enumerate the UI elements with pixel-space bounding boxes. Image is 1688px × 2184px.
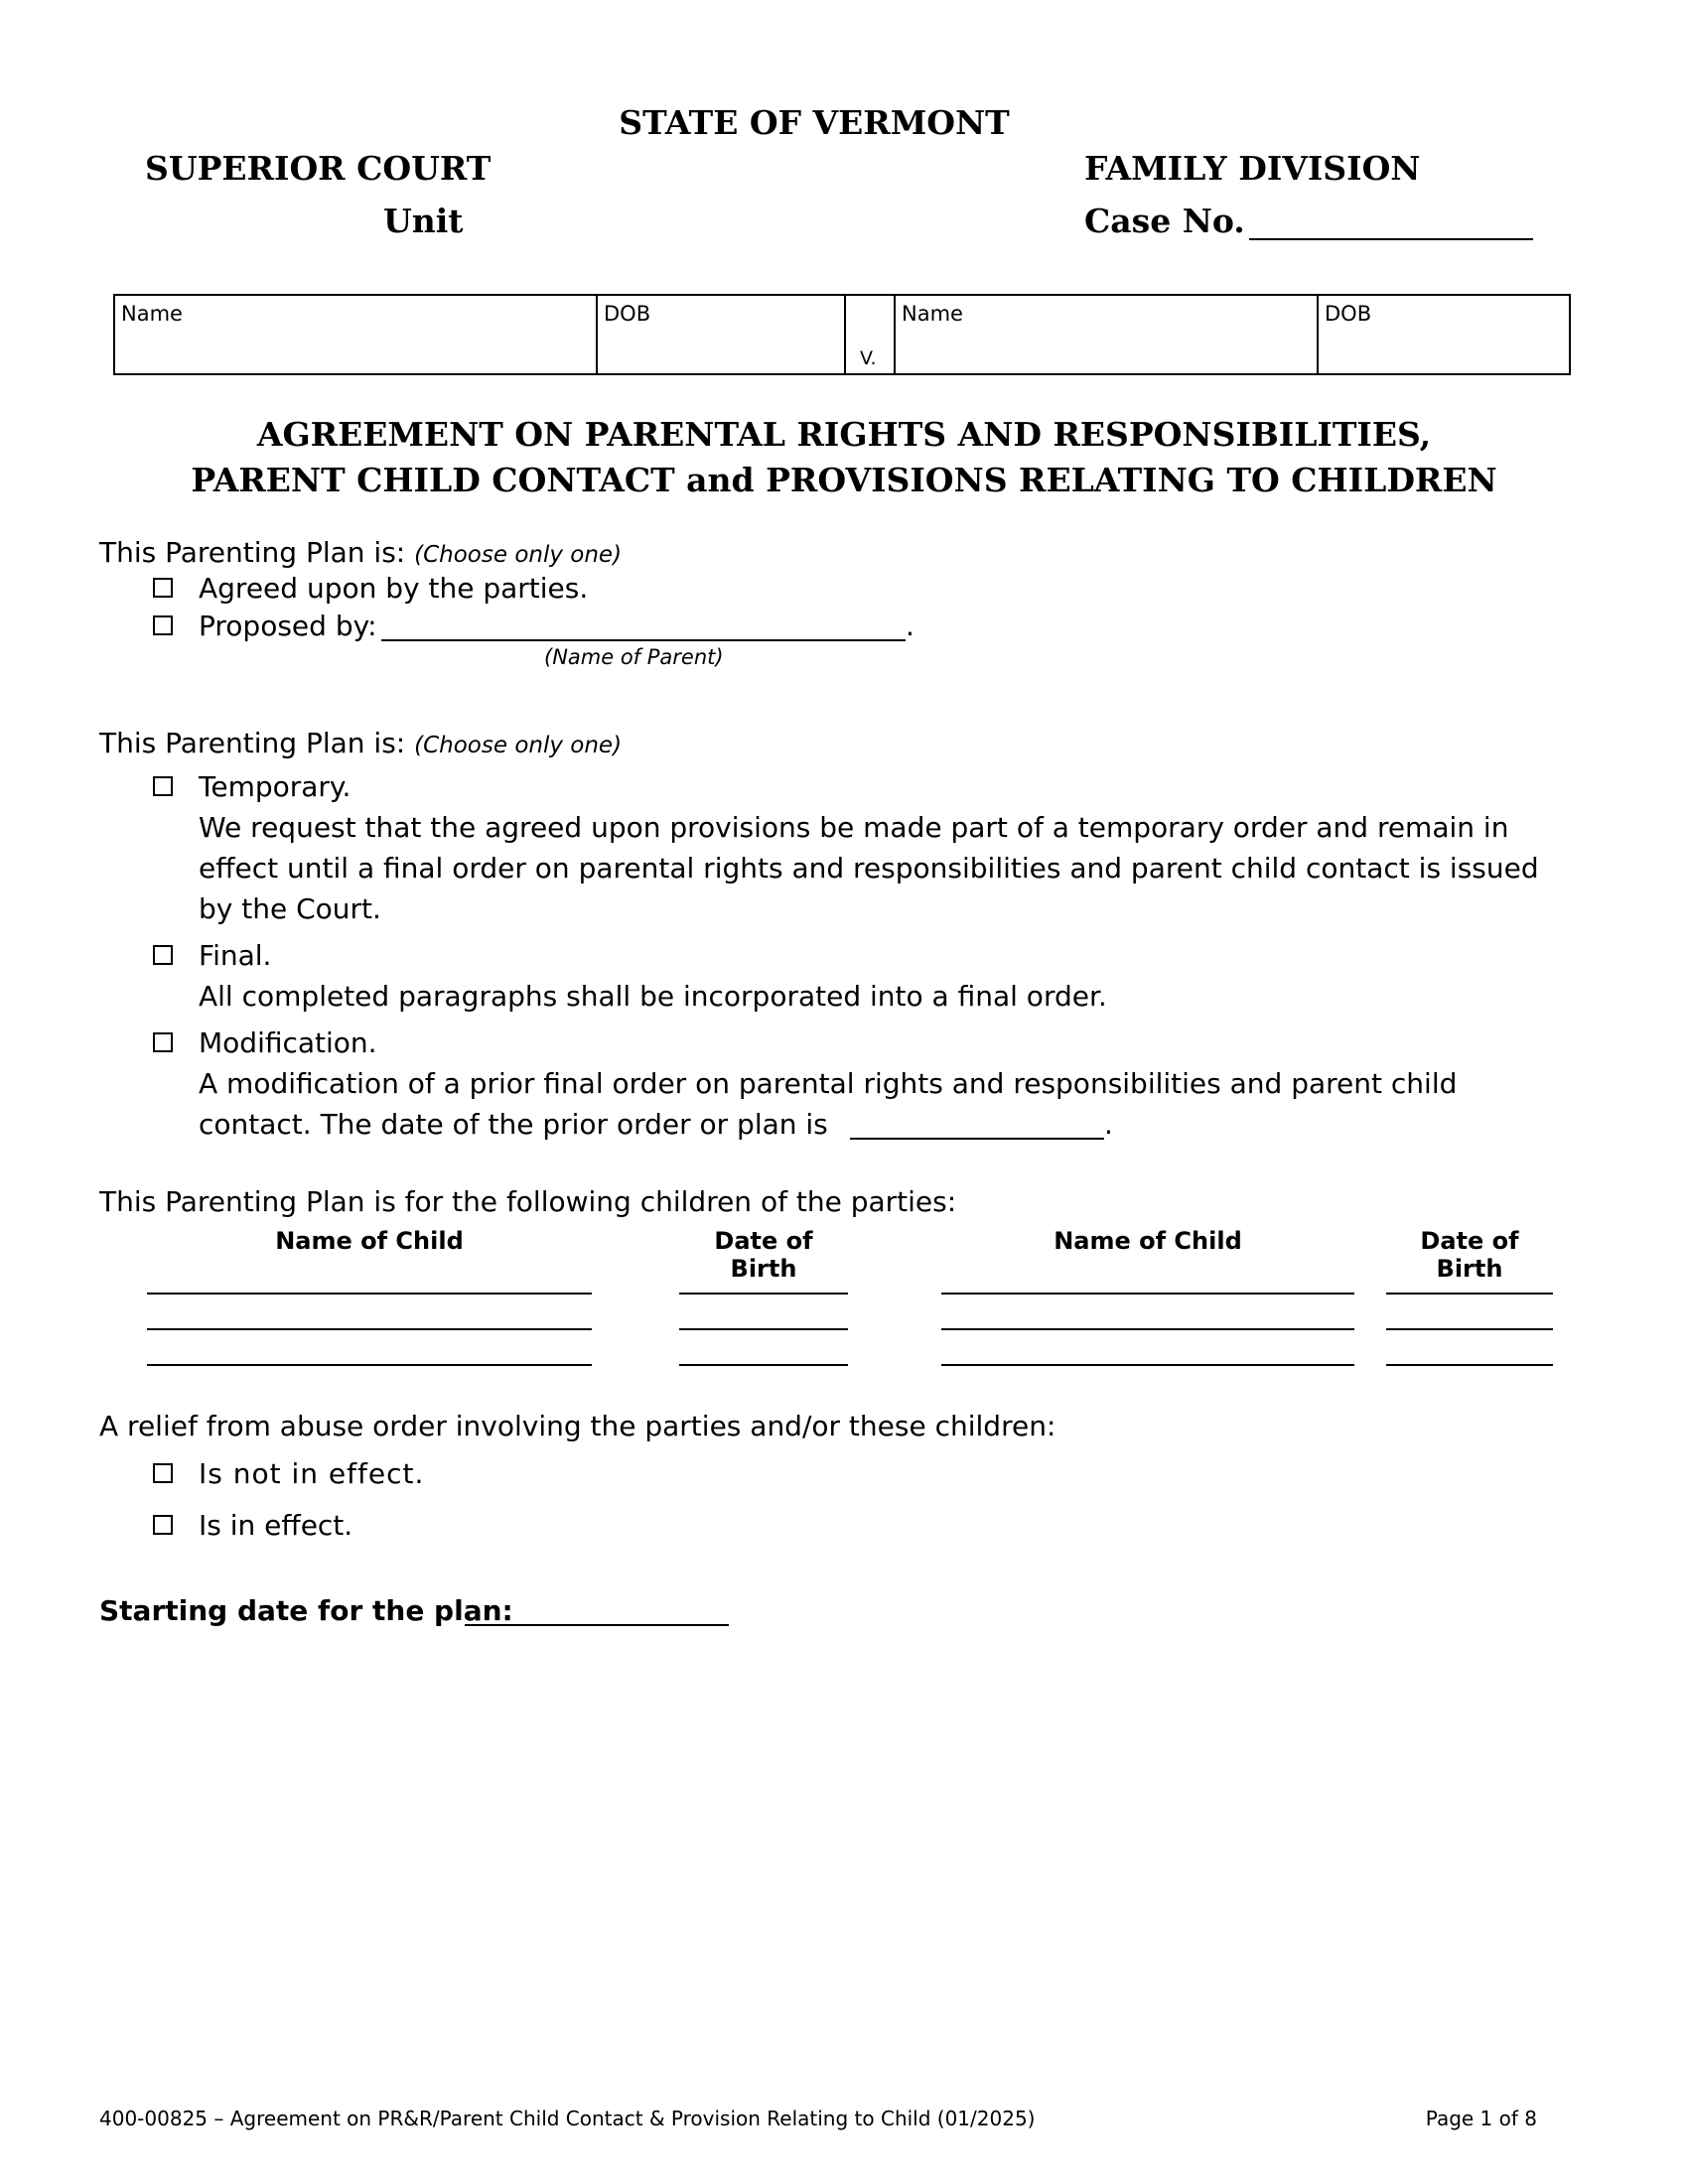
temporary-desc-line2: effect until a final order on parental rights and responsibilities and parent child contact is issued <box>199 852 1539 885</box>
proposed-checkbox[interactable] <box>153 615 173 635</box>
modification-desc-line2: contact. The date of the prior order or plan is <box>199 1108 828 1141</box>
child-name-field[interactable] <box>147 1293 592 1295</box>
court-heading: SUPERIOR COURT <box>145 149 492 188</box>
party2-name-label: Name <box>902 302 963 326</box>
unit-label: Unit <box>383 202 464 240</box>
party-table <box>113 294 1571 375</box>
temporary-desc-line1: We request that the agreed upon provisions be made part of a temporary order and remain in <box>199 811 1509 844</box>
state-heading: STATE OF VERMONT <box>619 103 1010 142</box>
page-number: Page 1 of 8 <box>1425 2107 1537 2130</box>
child-dob-header-2: Date of Birth <box>1420 1227 1519 1283</box>
child-dob-field[interactable] <box>1386 1364 1553 1366</box>
child-dob-field[interactable] <box>679 1364 848 1366</box>
child-name-field[interactable] <box>941 1328 1354 1330</box>
child-name-field[interactable] <box>941 1293 1354 1295</box>
final-desc: All completed paragraphs shall be incorporated into a final order. <box>199 980 1107 1013</box>
modification-checkbox[interactable] <box>153 1032 173 1052</box>
relief-not-in-effect-checkbox[interactable] <box>153 1463 173 1483</box>
party2-dob-cell[interactable] <box>1319 296 1569 373</box>
child-name-header-2: Name of Child <box>1054 1227 1242 1255</box>
modification-label: Modification. <box>199 1026 377 1059</box>
child-name-header-1: Name of Child <box>275 1227 464 1255</box>
case-no-label: Case No. <box>1084 202 1245 240</box>
final-label: Final. <box>199 939 272 972</box>
division-heading: FAMILY DIVISION <box>1084 149 1421 188</box>
section1-intro-text: This Parenting Plan is: <box>99 536 406 569</box>
child-dob-field[interactable] <box>679 1293 848 1295</box>
temporary-checkbox[interactable] <box>153 776 173 796</box>
child-dob-field[interactable] <box>1386 1293 1553 1295</box>
proposed-by-field[interactable] <box>381 639 906 641</box>
starting-date-field[interactable] <box>465 1624 729 1626</box>
party1-dob-label: DOB <box>604 302 651 326</box>
relief-in-effect-label: Is in effect. <box>199 1509 353 1542</box>
temporary-label: Temporary. <box>199 770 352 803</box>
modification-desc-line1: A modification of a prior final order on parental rights and responsibilities and parent child <box>199 1067 1458 1100</box>
relief-intro: A relief from abuse order involving the parties and/or these children: <box>99 1410 1056 1442</box>
child-dob-field[interactable] <box>1386 1328 1553 1330</box>
child-dob-header-1: Date of Birth <box>714 1227 813 1283</box>
form-title-line2: PARENT CHILD CONTACT and PROVISIONS RELATING TO CHILDREN <box>191 461 1497 499</box>
party1-name-cell[interactable] <box>115 296 598 373</box>
agreed-checkbox[interactable] <box>153 578 173 598</box>
modification-period: . <box>1104 1108 1113 1141</box>
footer-form-id: 400-00825 – Agreement on PR&R/Parent Child Contact & Provision Relating to Child (01/2025) <box>99 2107 1036 2130</box>
children-intro: This Parenting Plan is for the following children of the parties: <box>99 1185 957 1218</box>
prior-order-date-field[interactable] <box>850 1138 1104 1140</box>
party1-dob-cell[interactable] <box>598 296 846 373</box>
relief-not-in-effect-label: Is not in effect. <box>199 1457 425 1490</box>
child-name-field[interactable] <box>147 1328 592 1330</box>
child-dob-field[interactable] <box>679 1328 848 1330</box>
relief-in-effect-checkbox[interactable] <box>153 1515 173 1535</box>
party1-name-label: Name <box>121 302 183 326</box>
versus-cell <box>846 296 896 373</box>
section1-note: (Choose only one) <box>414 542 623 568</box>
party2-name-cell[interactable] <box>896 296 1319 373</box>
child-name-field[interactable] <box>147 1364 592 1366</box>
agreed-label: Agreed upon by the parties. <box>199 572 589 605</box>
proposed-period: . <box>906 610 914 642</box>
proposed-label: Proposed by: <box>199 610 377 642</box>
section1-intro <box>99 536 622 569</box>
versus-label: V. <box>860 347 877 369</box>
case-no-field[interactable] <box>1249 238 1533 240</box>
name-of-parent-caption: (Name of Parent) <box>544 645 724 669</box>
section2-intro-text: This Parenting Plan is: <box>99 727 406 759</box>
party2-dob-label: DOB <box>1325 302 1372 326</box>
child-name-field[interactable] <box>941 1364 1354 1366</box>
starting-date-label: Starting date for the plan: <box>99 1594 513 1627</box>
temporary-desc-line3: by the Court. <box>199 892 381 925</box>
final-checkbox[interactable] <box>153 945 173 965</box>
section2-intro <box>99 727 622 759</box>
form-title-line1: AGREEMENT ON PARENTAL RIGHTS AND RESPONSIBILITIES, <box>256 415 1432 454</box>
section2-note: (Choose only one) <box>414 733 623 758</box>
